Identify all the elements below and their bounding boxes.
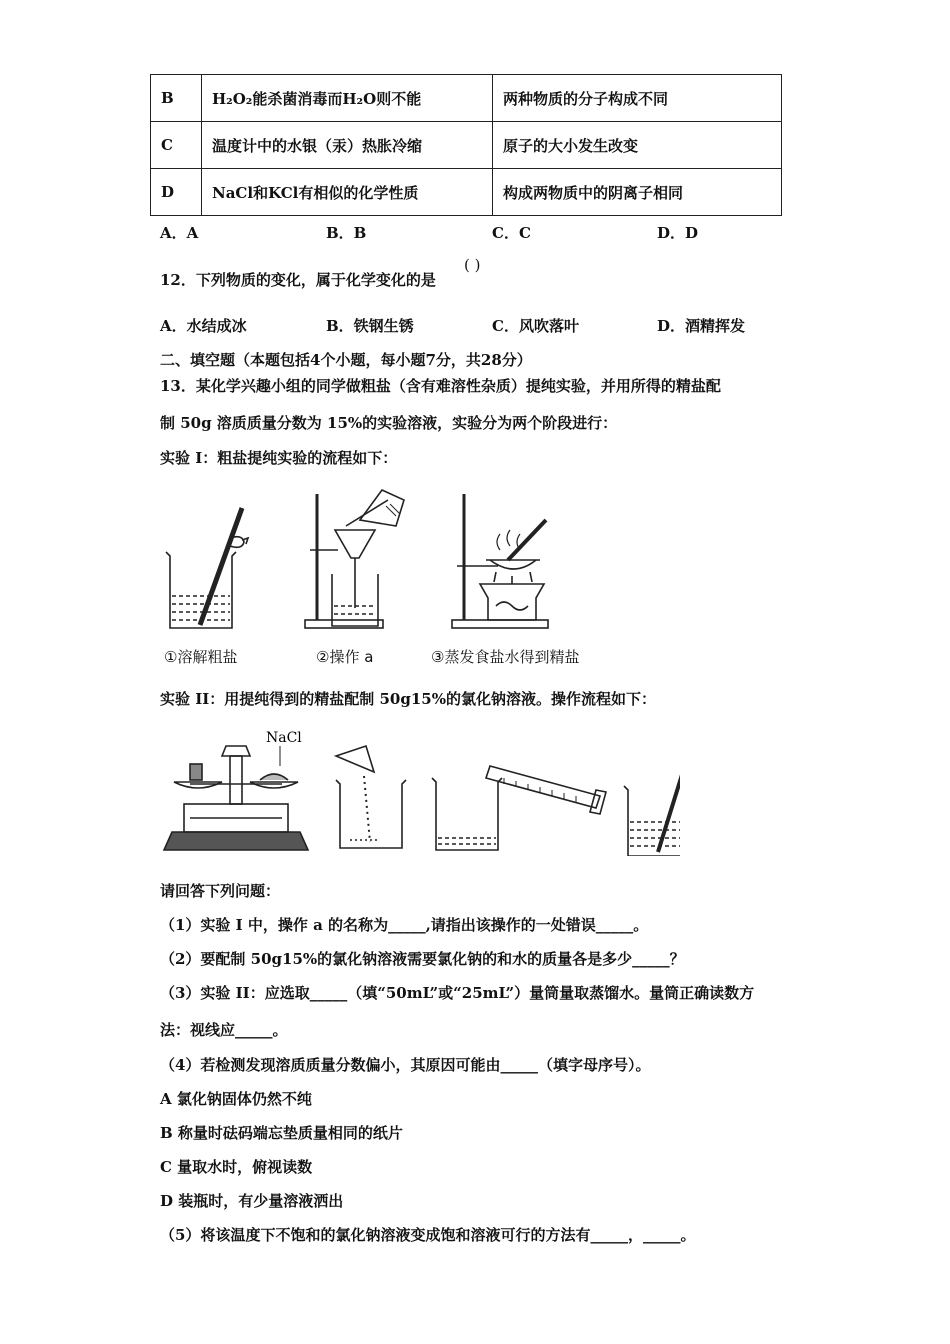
answer-table — [150, 74, 782, 216]
row-fact: H₂O₂能杀菌消毒而H₂O则不能 — [202, 75, 493, 122]
questions-prompt: 请回答下列问题： — [160, 882, 281, 900]
q4-option-b[interactable]: B 称量时砝码端忘垫质量相同的纸片 — [160, 1124, 403, 1142]
row-fact: NaCl和KCl有相似的化学性质 — [202, 169, 493, 216]
row-explain: 原子的大小发生改变 — [493, 122, 782, 169]
q11-choice-c[interactable]: C．C — [492, 224, 531, 242]
question-3-line2: 法：视线应_____。 — [160, 1021, 288, 1039]
table-row — [151, 169, 782, 216]
caption-evaporate: ③蒸发食盐水得到精盐 — [431, 648, 580, 666]
question-2: （2）要配制 50g15%的氯化钠溶液需要氯化钠的和水的质量各是多少_____？ — [160, 950, 685, 968]
q12-choice-b[interactable]: B．铁钢生锈 — [326, 317, 414, 335]
exp1-heading: 实验 I：粗盐提纯实验的流程如下： — [160, 449, 398, 467]
row-fact: 温度计中的水银（汞）热胀冷缩 — [202, 122, 493, 169]
q11-choice-b[interactable]: B．B — [326, 224, 367, 242]
row-key: C — [151, 122, 202, 169]
balance-illustration — [164, 746, 308, 850]
question-1: （1）实验 I 中，操作 a 的名称为_____,请指出该操作的一处错误_____。 — [160, 916, 649, 934]
q4-option-c[interactable]: C 量取水时，俯视读数 — [160, 1158, 313, 1176]
pour-water-illustration — [432, 766, 606, 850]
q11-choice-d[interactable]: D．D — [657, 224, 699, 242]
q12-paren: ( ) — [464, 256, 481, 274]
question-3-line1: （3）实验 II：应选取_____（填“50mL”或“25mL”）量筒量取蒸馏水。量筒正确读数方 — [160, 984, 755, 1002]
q4-option-d[interactable]: D 装瓶时，有少量溶液洒出 — [160, 1192, 344, 1210]
section-heading: 二、填空题（本题包括4个小题，每小题7分，共28分） — [160, 351, 532, 369]
exp2-heading: 实验 II：用提纯得到的精盐配制 50g15%的氯化钠溶液。操作流程如下： — [160, 690, 656, 708]
filtration-illustration — [305, 490, 404, 628]
pour-salt-illustration — [336, 746, 406, 848]
table-row — [151, 75, 782, 122]
question-5: （5）将该温度下不饱和的氯化钠溶液变成饱和溶液可行的方法有_____，_____。 — [160, 1226, 696, 1244]
q12-choice-d[interactable]: D．酒精挥发 — [657, 317, 746, 335]
stir-illustration — [624, 736, 680, 856]
nacl-label: NaCl — [266, 730, 302, 746]
q12-stem: 12．下列物质的变化，属于化学变化的是 — [160, 271, 436, 289]
q11-choice-a[interactable]: A．A — [160, 224, 199, 242]
question-4: （4）若检测发现溶质质量分数偏小，其原因可能由_____（填字母序号）。 — [160, 1056, 651, 1074]
q4-option-a[interactable]: A 氯化钠固体仍然不纯 — [160, 1090, 312, 1108]
row-explain: 构成两物质中的阴离子相同 — [493, 169, 782, 216]
evaporation-illustration — [452, 494, 548, 628]
q12-choice-a[interactable]: A．水结成冰 — [160, 317, 247, 335]
preparation-figure — [160, 726, 680, 856]
row-key: B — [151, 75, 202, 122]
q12-choice-c[interactable]: C．风吹落叶 — [492, 317, 579, 335]
q13-line2: 制 50g 溶质质量分数为 15%的实验溶液，实验分为两个阶段进行： — [160, 414, 618, 432]
row-key: D — [151, 169, 202, 216]
row-explain: 两种物质的分子构成不同 — [493, 75, 782, 122]
caption-operation-a: ②操作 a — [316, 648, 374, 666]
dissolve-beaker-illustration — [166, 508, 248, 628]
q13-line1: 13．某化学兴趣小组的同学做粗盐（含有难溶性杂质）提纯实验，并用所得的精盐配 — [160, 377, 721, 395]
table-row — [151, 122, 782, 169]
caption-dissolve: ①溶解粗盐 — [164, 648, 238, 666]
purification-figure — [160, 480, 640, 670]
